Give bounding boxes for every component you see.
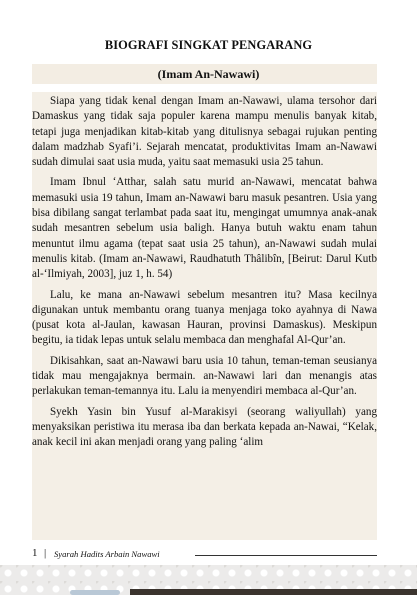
paragraph: Siapa yang tidak kenal dengan Imam an-Nawawi, ulama tersohor dari Damaskus yang tidak saja populer karena mampu menulis banyak kitab, tetapi juga menjadikan kitab-kitab yang ditulisnya sebagai rujukan penting dalam madzhab Syafi’i. Sejarah mencatat, produktivitas Imam an-Nawawi sudah dimulai saat usia muda, yaitu saat memasuki usia 25 tahun. (32, 95, 377, 169)
page-number: 1 (32, 547, 38, 559)
page-title: BIOGRAFI SINGKAT PENGARANG (104, 38, 313, 52)
page-footer (32, 546, 377, 562)
decorative-accent (70, 590, 120, 595)
body-text (32, 92, 377, 540)
paragraph: Imam Ibnul ‘Atthar, salah satu murid an-Nawawi, mencatat bahwa memasuki usia 19 tahun, Imam an-Nawawi baru masuk pesantren. Usia yang bisa dibilang sangat terlambat pada saat itu, mengingat umumnya anak-anak sudah mesantren sebelum usia baligh. Hanya butuh waktu enam tahun menuntut ilmu agama (tepat saat usia 25 tahun), an-Nawawi sudah mulai menulis kitab. (Imam an-Nawawi, Raudhatuth Thâlibîn, [Beirut: Darul Kutb al-‘Ilmiyah, 2003], juz 1, h. 54) (32, 176, 377, 281)
paragraph: Dikisahkan, saat an-Nawawi baru usia 10 tahun, teman-teman seusianya tidak mau mengajaknya bermain. an-Nawawi lari dan menangis atas perlakukan teman-temannya itu. Lalu ia menyendiri membaca al-Qur’an. (32, 354, 377, 398)
page-subtitle: (Imam An-Nawawi) (157, 67, 260, 81)
paragraph: Lalu, ke mana an-Nawawi sebelum mesantren itu? Masa kecilnya digunakan untuk membantu orang tuanya menjaga toko ayahnya di Nawa (pusat kota al-Jaulan, kawasan Hauran, provinsi Damaskus). Meskipun begitu, ia tidak lepas untuk selalu membaca dan menghafal Al-Qur’an. (32, 288, 377, 347)
decorative-bottom-bar (130, 589, 417, 595)
footer-rule (195, 555, 377, 556)
footer-separator: | (44, 547, 47, 559)
paragraph: Syekh Yasin bin Yusuf al-Marakisyi (seorang waliyullah) yang menyaksikan peristiwa itu merasa iba dan berkata kepada an-Nawai, “Kelak, anak kecil ini akan menjadi orang yang paling ‘alim (32, 405, 377, 449)
running-title: Syarah Hadits Arbain Nawawi (54, 549, 160, 559)
